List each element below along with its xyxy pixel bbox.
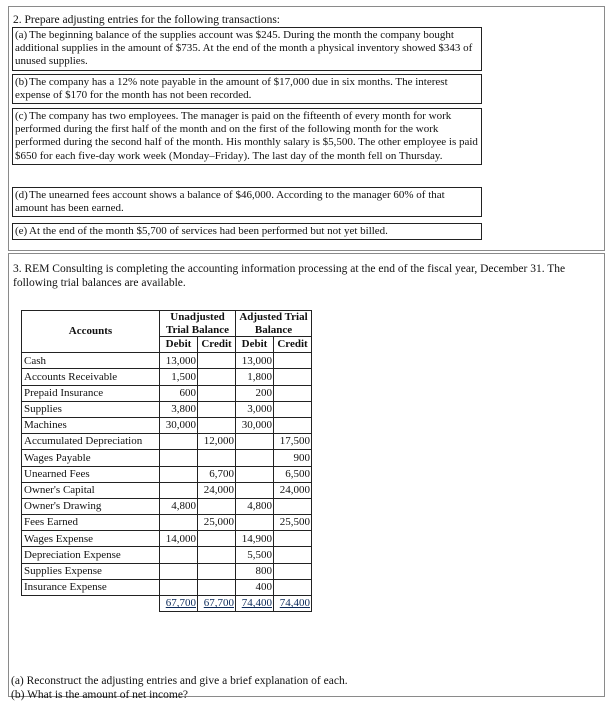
unadjusted-debit-cell: 3,800 [160,401,198,417]
adjusted-credit-cell [274,353,312,369]
unadjusted-debit-cell: 4,800 [160,498,198,514]
transaction-a [12,27,482,71]
table-row [22,353,312,369]
adjusted-debit-cell: 30,000 [236,417,274,433]
unadjusted-debit-cell: 13,000 [160,353,198,369]
total-adjusted-credit: 74,400 [274,596,312,612]
adjusted-header: Adjusted Trial Balance [236,311,312,337]
table-row [22,498,312,514]
unadjusted-credit-cell [198,450,236,466]
item-label: (a) [15,29,28,41]
unadjusted-debit-cell [160,515,198,531]
adjusted-credit-cell [274,498,312,514]
unadjusted-debit-cell: 14,000 [160,531,198,547]
total-adjusted-debit: 74,400 [236,596,274,612]
table-row [22,531,312,547]
item-label: (c) [15,110,28,122]
account-cell: Owner's Capital [22,482,160,498]
question-2-box [8,6,605,251]
adjusted-debit-cell: 4,800 [236,498,274,514]
trial-balance [21,310,312,612]
unadjusted-credit-cell [198,353,236,369]
unadjusted-credit-cell: 6,700 [198,466,236,482]
adjusted-debit-cell: 200 [236,385,274,401]
table-row [22,434,312,450]
unadjusted-debit-cell [160,450,198,466]
adjusted-debit-cell [236,434,274,450]
adjusted-debit-cell: 800 [236,563,274,579]
account-cell: Owner's Drawing [22,498,160,514]
adjusted-credit-header: Credit [274,337,312,353]
adjusted-debit-cell [236,515,274,531]
item-text: At the end of the month $5,700 of services had been performed but not yet billed. [29,225,388,237]
unadjusted-credit-cell [198,369,236,385]
account-cell: Wages Expense [22,531,160,547]
unadjusted-credit-cell [198,401,236,417]
transaction-d [12,187,482,217]
totals-spacer [22,596,160,612]
accounts-header: Accounts [22,311,160,353]
question-3-box [8,253,605,701]
adjusted-debit-cell: 3,000 [236,401,274,417]
table-row [22,482,312,498]
transaction-b [12,74,482,104]
unadjusted-debit-cell: 30,000 [160,417,198,433]
table-row [22,563,312,579]
table-row [22,369,312,385]
table-row [22,401,312,417]
question-3-intro: 3. REM Consulting is completing the accounting information processing at the end of the fiscal year, December 31. The following trial balances are available. [13,263,566,289]
item-label: (b) [15,76,28,88]
account-cell: Unearned Fees [22,466,160,482]
adjusted-debit-cell: 400 [236,579,274,595]
unadjusted-credit-cell [198,547,236,563]
account-cell: Wages Payable [22,450,160,466]
account-cell: Supplies Expense [22,563,160,579]
table-row [22,385,312,401]
account-cell: Accounts Receivable [22,369,160,385]
adjusted-credit-cell [274,401,312,417]
unadjusted-debit-cell [160,579,198,595]
adjusted-credit-cell: 25,500 [274,515,312,531]
table-row [22,515,312,531]
account-cell: Accumulated Depreciation [22,434,160,450]
trial-balance-table [21,310,312,612]
unadjusted-debit-cell [160,466,198,482]
unadjusted-credit-cell [198,385,236,401]
adjusted-debit-cell [236,482,274,498]
question-b: (b) What is the amount of net income? [11,689,189,701]
adjusted-credit-cell [274,369,312,385]
unadjusted-credit-cell [198,579,236,595]
account-cell: Prepaid Insurance [22,385,160,401]
adjusted-debit-header: Debit [236,337,274,353]
question-a: (a) Reconstruct the adjusting entries and give a brief explanation of each. [11,675,348,687]
total-unadjusted-credit: 67,700 [198,596,236,612]
unadjusted-credit-cell [198,498,236,514]
adjusted-credit-cell [274,385,312,401]
unadjusted-debit-cell [160,547,198,563]
unadjusted-credit-cell [198,563,236,579]
total-unadjusted-debit: 67,700 [160,596,198,612]
adjusted-credit-cell [274,547,312,563]
unadjusted-credit-cell [198,417,236,433]
table-row [22,417,312,433]
account-cell: Fees Earned [22,515,160,531]
adjusted-credit-cell: 17,500 [274,434,312,450]
adjusted-debit-cell: 14,900 [236,531,274,547]
questions [11,674,348,702]
transaction-c [12,108,482,165]
item-text: The unearned fees account shows a balance of $46,000. According to the manager 60% of that amount has been earned. [15,189,445,215]
question-2-title: 2. Prepare adjusting entries for the following transactions: [13,14,280,26]
adjusted-credit-cell: 24,000 [274,482,312,498]
trial-balance-body [22,353,312,596]
unadjusted-credit-cell [198,531,236,547]
adjusted-credit-cell [274,579,312,595]
account-cell: Depreciation Expense [22,547,160,563]
item-text: The company has two employees. The manager is paid on the fifteenth of every month for work performed during the first half of the month and on the first of the following month for the work performed during the second half of the month. His monthly salary is $5,500. The other employee is paid $650 for each five-day work week (Monday–Friday). The last day of the month fell on Thursday. [15,110,478,162]
header-row-1 [22,311,312,337]
unadjusted-debit-cell: 600 [160,385,198,401]
adjusted-debit-cell [236,466,274,482]
adjusted-debit-cell: 5,500 [236,547,274,563]
item-text: The company has a 12% note payable in the amount of $17,000 due in six months. The interest expense of $170 for the month has not been recorded. [15,76,448,102]
adjusted-debit-cell: 1,800 [236,369,274,385]
totals-row [22,596,312,612]
table-row [22,450,312,466]
adjusted-debit-cell [236,450,274,466]
table-row [22,579,312,595]
account-cell: Machines [22,417,160,433]
table-row [22,547,312,563]
adjusted-credit-cell [274,417,312,433]
item-label: (e) [15,225,28,237]
item-label: (d) [15,189,28,201]
item-text: The beginning balance of the supplies account was $245. During the month the company bought additional supplies in the amount of $735. At the end of the month a physical inventory showed $343 of unused supplies. [15,29,473,68]
unadjusted-debit-cell [160,434,198,450]
unadjusted-credit-cell: 25,000 [198,515,236,531]
unadjusted-credit-header: Credit [198,337,236,353]
adjusted-credit-cell: 6,500 [274,466,312,482]
table-row [22,466,312,482]
unadjusted-debit-cell [160,482,198,498]
account-cell: Insurance Expense [22,579,160,595]
unadjusted-credit-cell: 24,000 [198,482,236,498]
account-cell: Supplies [22,401,160,417]
unadjusted-credit-cell: 12,000 [198,434,236,450]
adjusted-debit-cell: 13,000 [236,353,274,369]
adjusted-credit-cell [274,563,312,579]
account-cell: Cash [22,353,160,369]
unadjusted-debit-cell [160,563,198,579]
unadjusted-header: Unadjusted Trial Balance [160,311,236,337]
transaction-e [12,223,482,240]
adjusted-credit-cell: 900 [274,450,312,466]
unadjusted-debit-cell: 1,500 [160,369,198,385]
unadjusted-debit-header: Debit [160,337,198,353]
adjusted-credit-cell [274,531,312,547]
